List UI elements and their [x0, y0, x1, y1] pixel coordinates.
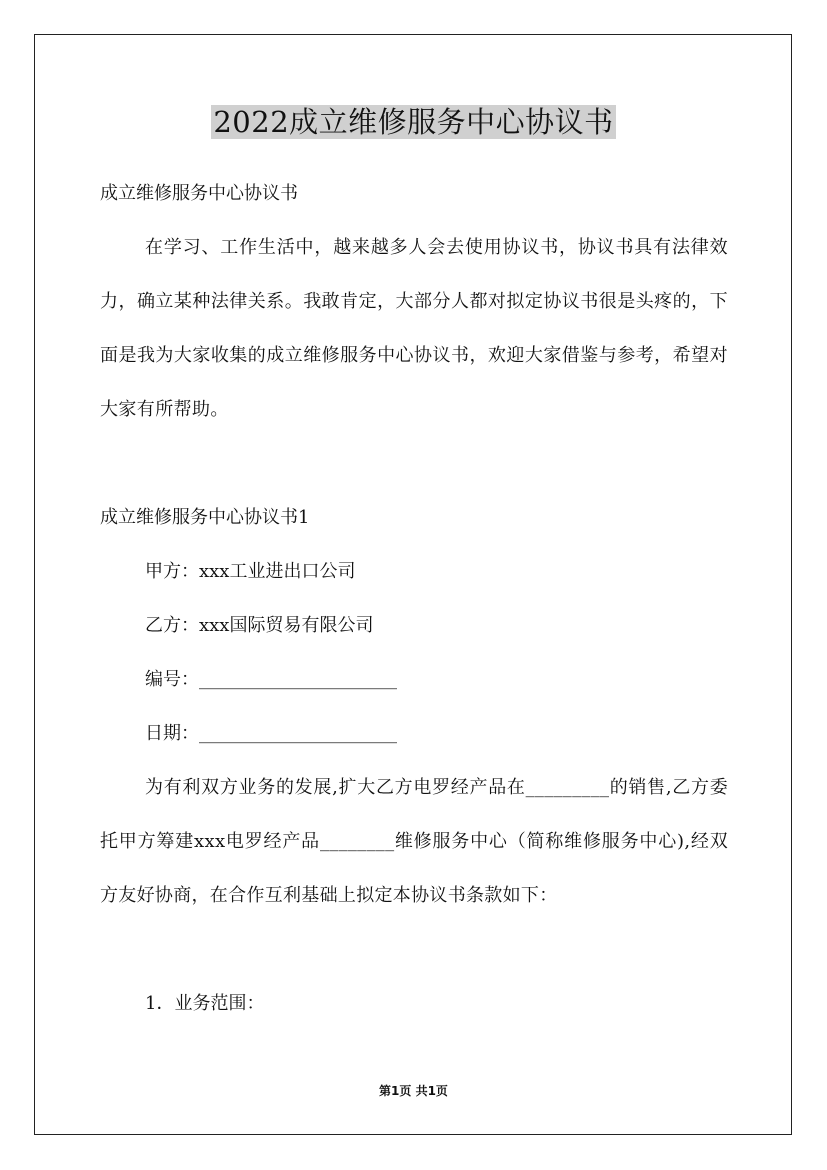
party-b-line: 乙方：xxx国际贸易有限公司: [145, 615, 374, 636]
document-title: [0, 100, 827, 144]
intro-paragraph: 在学习、工作生活中，越来越多人会去使用协议书，协议书具有法律效力，确立某种法律关系。我敢肯定，大部分人都对拟定协议书很是头疼的，下面是我为大家收集的成立维修服务中心协议书，欢迎大家借鉴与参考，希望对大家有所帮助。: [100, 237, 728, 420]
document-subtitle: 成立维修服务中心协议书: [100, 183, 298, 204]
business-scope-item: 1．业务范围：: [145, 993, 265, 1014]
page-number-footer: 第1页 共1页: [379, 1084, 448, 1098]
document-title-text: 2022成立维修服务中心协议书: [213, 105, 614, 139]
number-field: 编号：______________________: [145, 669, 397, 690]
agreement-paragraph: 为有利双方业务的发展,扩大乙方电罗经产品在_________的销售,乙方委托甲方筹建xxx电罗经产品________维修服务中心（简称维修服务中心),经双方友好协商，在合作互利基础上拟定本协议书条款如下：: [100, 777, 728, 906]
section-heading: 成立维修服务中心协议书1: [100, 507, 310, 528]
party-a-line: 甲方：xxx工业进出口公司: [145, 561, 356, 582]
date-field: 日期：______________________: [145, 723, 397, 744]
